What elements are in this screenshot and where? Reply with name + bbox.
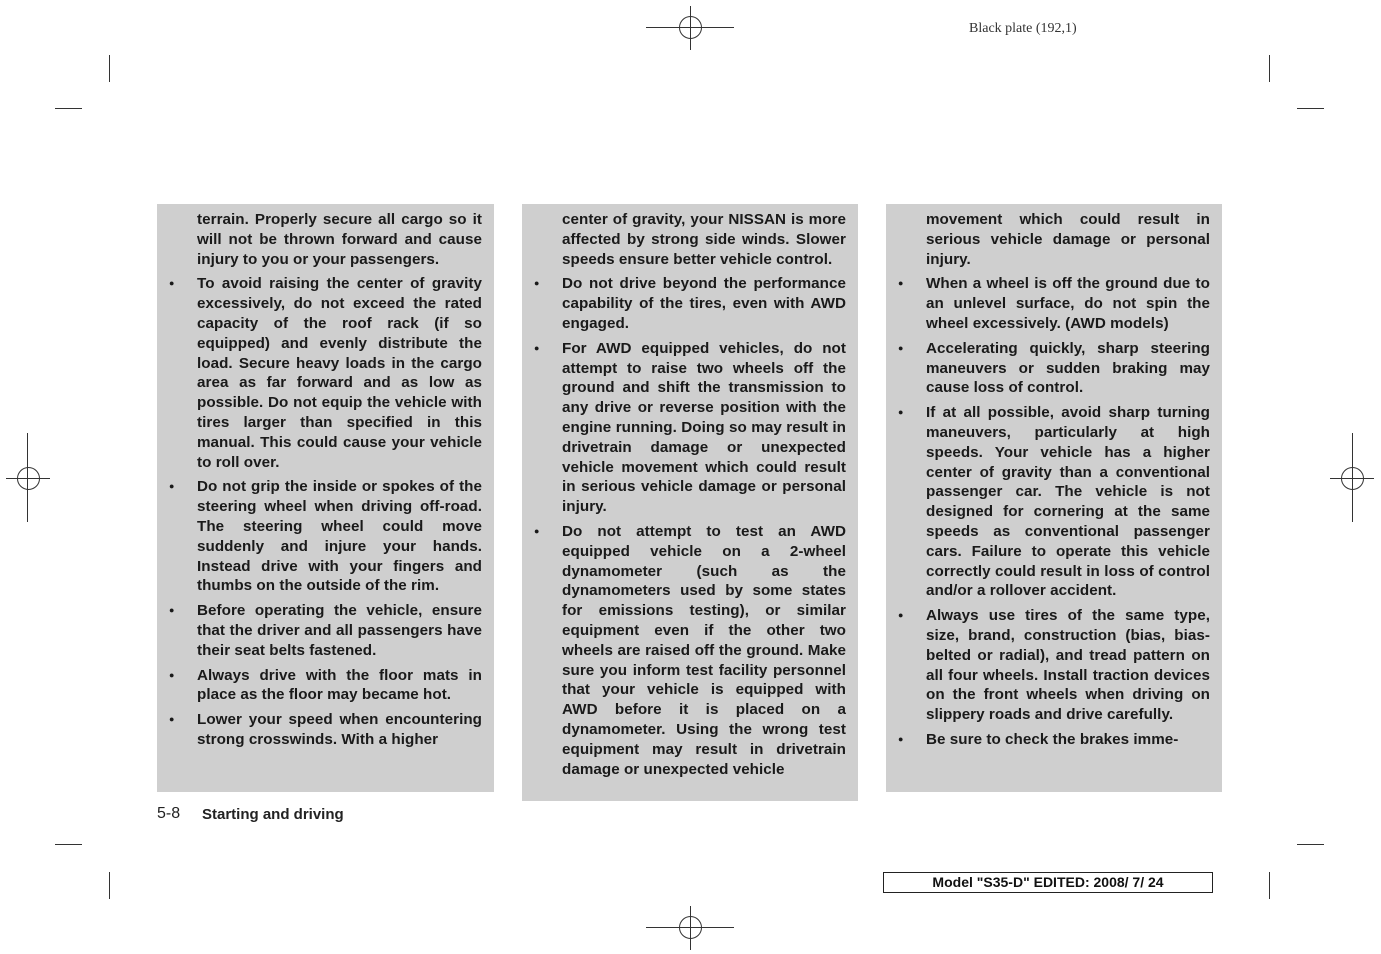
text-column-1 bbox=[157, 204, 494, 792]
model-edit-box: Model "S35-D" EDITED: 2008/ 7/ 24 bbox=[883, 872, 1213, 893]
bullet-item: ● Do not drive beyond the performance capability of the tires, even with AWD engaged. bbox=[562, 274, 846, 333]
plate-label: Black plate (192,1) bbox=[969, 21, 1077, 36]
continued-paragraph: terrain. Properly secure all cargo so it will not be thrown forward and cause injury to you or your passengers. bbox=[197, 211, 482, 268]
bullet-item: ● Be sure to check the brakes imme- bbox=[926, 730, 1210, 750]
bullet-item: ● When a wheel is off the ground due to an unlevel surface, do not spin the wheel excessively. (AWD models) bbox=[926, 274, 1210, 333]
bullet-item: ● Always drive with the floor mats in place as the floor may became hot. bbox=[197, 666, 482, 706]
text-column-2 bbox=[522, 204, 858, 801]
bullet-item: ● Before operating the vehicle, ensure that the driver and all passengers have their seat belts fastened. bbox=[197, 601, 482, 660]
bullet-item: ● Do not grip the inside or spokes of the steering wheel when driving off-road. The steering wheel could move suddenly and injure your hands. Instead drive with your fingers and thumbs on the outside of the rim. bbox=[197, 477, 482, 596]
bullet-item: ● If at all possible, avoid sharp turning maneuvers, particularly at high speeds. Your vehicle has a higher center of gravity than a conventional passenger car. The vehicle is not designed for cornering at the same speeds as conventional passenger cars. Failure to operate this vehicle correctly could result in loss of control and/or a rollover accident. bbox=[926, 403, 1210, 601]
page-number: 5-8 bbox=[157, 805, 181, 822]
bullet-item: ● Accelerating quickly, sharp steering maneuvers or sudden braking may cause loss of control. bbox=[926, 339, 1210, 398]
bullet-item: ● Always use tires of the same type, size, brand, construction (bias, bias-belted or radial), and tread pattern on all four wheels. Install traction devices on the front wheels when driving on slippery roads and drive carefully. bbox=[926, 606, 1210, 725]
bullet-item: ● Lower your speed when encountering strong crosswinds. With a higher bbox=[197, 710, 482, 750]
continued-paragraph: movement which could result in serious vehicle damage or personal injury. bbox=[926, 211, 1210, 268]
bullet-item: ● To avoid raising the center of gravity excessively, do not exceed the rated capacity of the roof rack (if so equipped) and evenly distribute the load. Secure heavy loads in the cargo area as far forward and as low as possible. Do not equip the vehicle with tires larger than specified in this manual. This could cause your vehicle to roll over. bbox=[197, 274, 482, 472]
continued-paragraph: center of gravity, your NISSAN is more affected by strong side winds. Slower speeds ensure better vehicle control. bbox=[562, 211, 846, 268]
bullet-item: ● For AWD equipped vehicles, do not attempt to raise two wheels off the ground and shift the transmission to any drive or reverse position with the engine running. Doing so may result in drivetrain damage or unexpected vehicle movement which could result in serious vehicle damage or personal injury. bbox=[562, 339, 846, 517]
section-title: Starting and driving bbox=[202, 806, 344, 823]
text-column-3 bbox=[886, 204, 1222, 792]
bullet-item: ● Do not attempt to test an AWD equipped vehicle on a 2-wheel dynamometer (such as the dynamometers used by some states for emissions testing), or similar equipment even if the other two wheels are raised off the ground. Make sure you inform test facility personnel that your vehicle is equipped with AWD before it is placed on a dynamometer. Using the wrong test equipment may result in drivetrain damage or unexpected vehicle bbox=[562, 522, 846, 779]
